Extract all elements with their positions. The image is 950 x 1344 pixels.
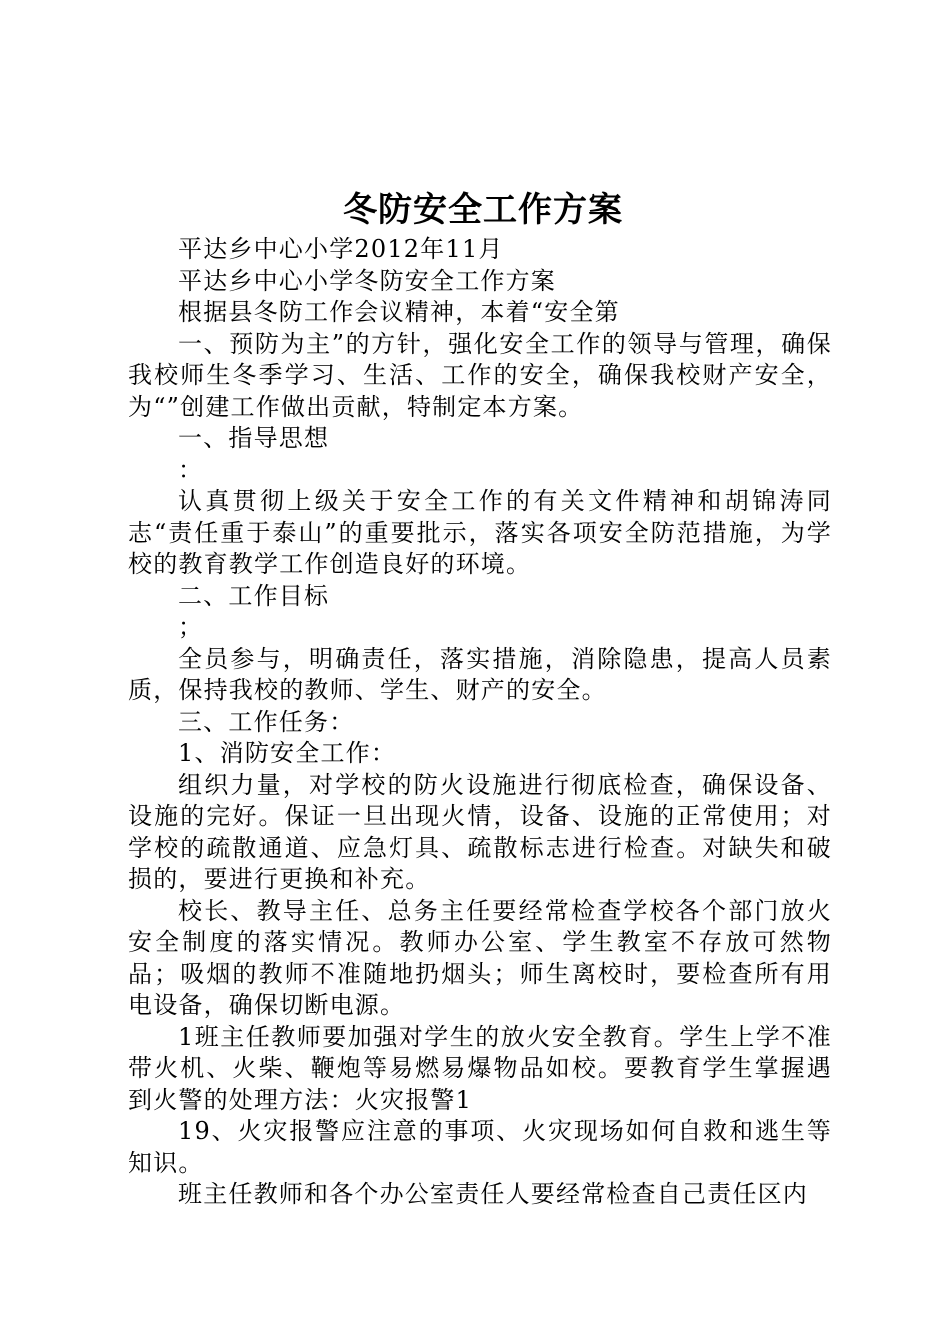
paragraph-guiding-ideology: 认真贯彻上级关于安全工作的有关文件精神和胡锦涛同志“责任重于泰山”的重要批示，落实各项安全防范措施，为学校的教育教学工作创造良好的环境。 xyxy=(128,487,832,578)
section-heading-guiding-ideology: 一、指导思想 xyxy=(178,424,330,452)
paragraph-fire-education: 1班主任教师要加强对学生的放火安全教育。学生上学不准带火机、火柴、鞭炮等易燃易爆物品如校。要教育学生掌握遇到火警的处理方法：火灾报警1 xyxy=(128,1022,832,1114)
paragraph-plan-name: 平达乡中心小学冬防安全工作方案 xyxy=(178,266,556,295)
paragraph-purpose: 一、预防为主”的方针，强化安全工作的领导与管理，确保我校师生冬季学习、生活、工作的安全，确保我校财产安全，为“”创建工作做出贡献，特制定本方案。 xyxy=(128,329,832,421)
paragraph-fire-inspection: 校长、教导主任、总务主任要经常检查学校各个部门放火安全制度的落实情况。教师办公室、学生教室不存放可然物品；吸烟的教师不准随地扔烟头；师生离校时，要检查所有用电设备，确保切断电源。 xyxy=(128,896,832,1019)
paragraph-intro: 根据县冬防工作会议精神，本着“安全第 xyxy=(178,298,620,326)
paragraph-fire-knowledge: 19、火灾报警应注意的事项、火灾现场如何自救和逃生等知识。 xyxy=(128,1117,832,1177)
paragraph-work-goals: 全员参与，明确责任，落实措施，消除隐患，提高人员素质，保持我校的教师、学生、财产的安全。 xyxy=(128,644,832,704)
document-title: 冬防安全工作方案 xyxy=(343,190,623,230)
section-heading-work-tasks: 三、工作任务： xyxy=(178,707,355,736)
paragraph-school-date: 平达乡中心小学2012年11月 xyxy=(178,235,504,263)
section-heading-work-goals: 二、工作目标 xyxy=(178,581,330,610)
paragraph-responsibility-area: 班主任教师和各个办公室责任人要经常检查自己责任区内 xyxy=(178,1180,808,1208)
paragraph-fire-facilities: 组织力量，对学校的防火设施进行彻底检查，确保设备、设施的完好。保证一旦出现火情，设备、设施的正常使用；对学校的疏散通道、应急灯具、疏散标志进行检查。对缺失和破损的，要进行更换和补充。 xyxy=(128,770,832,893)
paragraph-semicolon: ； xyxy=(178,613,204,641)
paragraph-colon: ： xyxy=(178,455,204,484)
subsection-heading-fire-safety: 1、消防安全工作： xyxy=(178,739,397,767)
